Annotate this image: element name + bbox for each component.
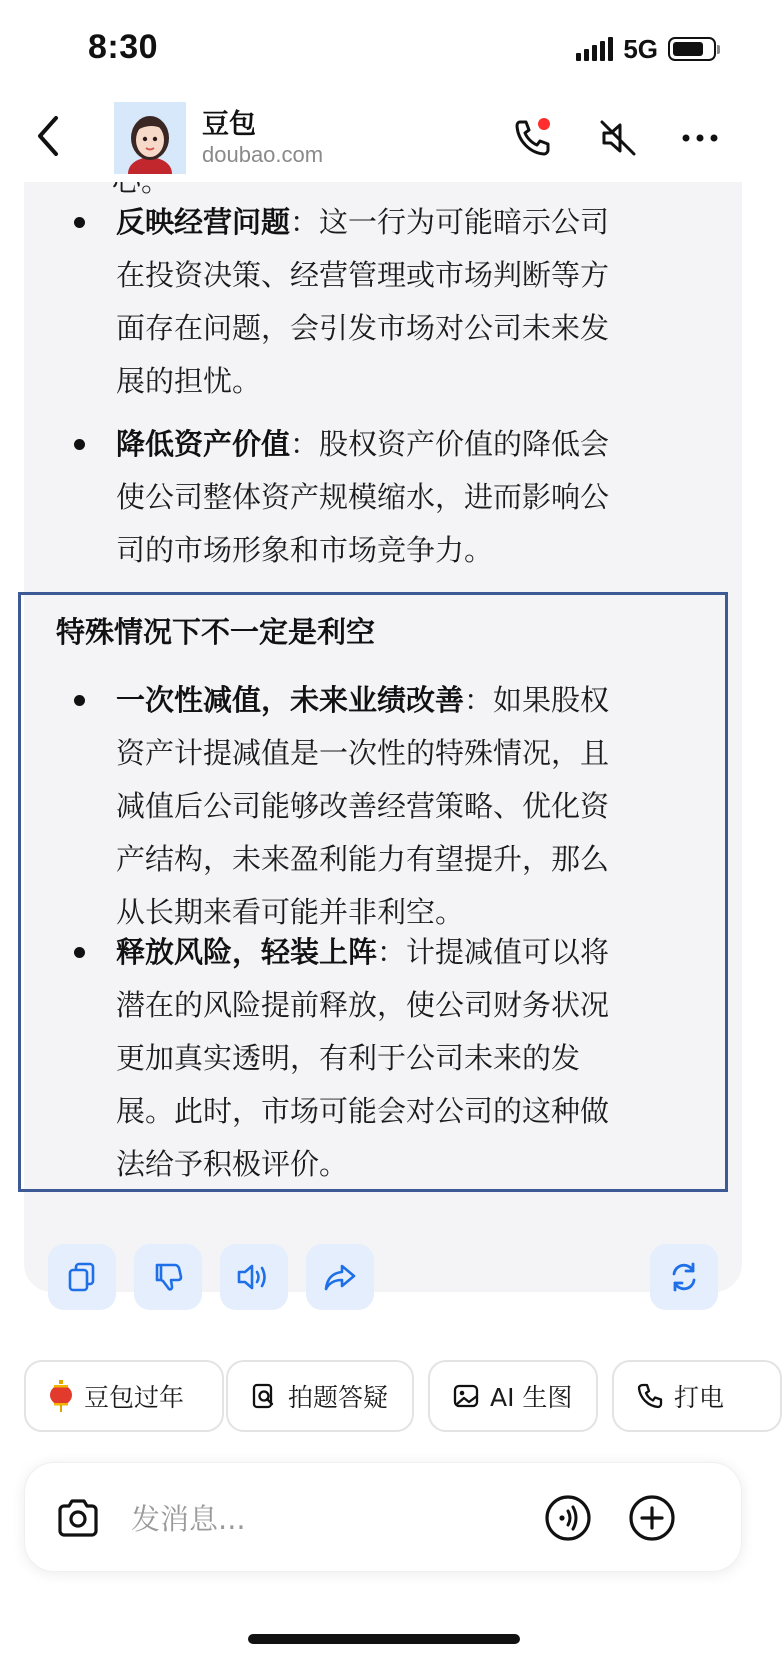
image-icon [452,1382,480,1410]
avatar[interactable] [114,102,186,174]
status-time: 8:30 [88,28,159,66]
chip-label: 拍题答疑 [288,1383,389,1412]
chat-title: 豆包 [202,109,256,140]
copy-button[interactable] [48,1244,116,1310]
list-item-text: 潜在的风险提前释放，使公司财务状况 [116,988,610,1022]
list-item [116,926,696,1191]
chip-ai-image[interactable] [428,1360,598,1432]
phone-icon [636,1382,664,1410]
list-item-text: 在投资决策、经营管理或市场判断等方 [116,258,610,292]
more-icon [678,116,722,160]
plus-icon [627,1493,677,1543]
camera-button[interactable] [51,1491,105,1545]
chip-new-year[interactable] [24,1360,224,1432]
chip-label: AI 生图 [490,1383,573,1412]
avatar-image [114,102,186,174]
speaker-muted-icon [596,116,640,160]
message-actions [0,1244,768,1310]
voice-input-button[interactable] [541,1491,595,1545]
status-bar [0,0,768,100]
list-item [116,674,696,939]
share-button[interactable] [306,1244,374,1310]
lantern-icon [48,1380,74,1412]
photo-question-icon [250,1382,278,1410]
list-item-heading: 反映经营问题 [116,205,291,239]
list-item-text: 资产计提减值是一次性的特殊情况，且 [116,736,610,770]
list-item-text: ：股权资产价值的降低会 [290,427,610,461]
list-item [116,196,696,408]
battery-level [673,42,703,56]
quick-action-chips [24,1360,768,1434]
home-indicator[interactable] [248,1634,520,1644]
list-item-text: 从长期来看可能并非利空。 [116,895,465,929]
list-item-text: ：计提减值可以将 [377,935,610,969]
speaker-icon [235,1260,273,1294]
section-heading: 特殊情况下不一定是利空 [56,615,376,649]
status-indicators [576,34,716,64]
signal-icon [576,37,613,61]
list-item-text: ：如果股权 [464,683,610,717]
add-button[interactable] [625,1491,679,1545]
back-button[interactable] [28,108,68,164]
camera-icon [55,1498,101,1538]
chip-phone[interactable] [612,1360,782,1432]
list-item [116,418,696,577]
network-label: 5G [623,33,658,64]
chip-label: 打电 [674,1383,725,1412]
voice-icon [543,1493,593,1543]
battery-icon [668,37,716,61]
list-item-text: 展。此时，市场可能会对公司的这种做 [116,1094,610,1128]
dislike-icon [151,1260,185,1294]
list-item-text: ：这一行为可能暗示公司 [290,205,610,239]
list-item-text: 司的市场形象和市场竞争力。 [116,533,494,567]
back-arrow-icon [34,114,62,158]
phone-call-button[interactable] [508,114,556,162]
list-item-text: 更加真实透明，有利于公司未来的发 [116,1041,581,1075]
dislike-button[interactable] [134,1244,202,1310]
list-item-heading: 释放风险，轻装上阵 [116,935,378,969]
message-input-bar [24,1462,742,1572]
phone-call-icon [510,116,554,160]
share-icon [322,1260,358,1294]
chat-area[interactable] [0,182,768,1332]
message-input[interactable]: 发消息... [131,1502,246,1536]
copy-icon [65,1260,99,1294]
list-item-heading: 一次性减值，未来业绩改善 [116,683,465,717]
more-button[interactable] [676,114,724,162]
list-item-heading: 降低资产价值 [116,427,291,461]
regenerate-button[interactable] [650,1244,718,1310]
chip-photo-question[interactable] [226,1360,414,1432]
regenerate-icon [666,1259,702,1295]
list-item-text: 法给予积极评价。 [116,1147,349,1181]
list-item-text: 面存在问题，会引发市场对公司未来发 [116,311,610,345]
list-item-text: 产结构，未来盈利能力有望提升，那么 [116,842,610,876]
list-item-text: 减值后公司能够改善经营策略、优化资 [116,789,610,823]
chat-header [0,96,768,182]
chip-label: 豆包过年 [84,1383,185,1412]
list-item-text: 使公司整体资产规模缩水，进而影响公 [116,480,610,514]
mute-speaker-button[interactable] [594,114,642,162]
read-aloud-button[interactable] [220,1244,288,1310]
list-item-text: 展的担忧。 [116,364,262,398]
chat-subtitle: doubao.com [202,142,324,167]
